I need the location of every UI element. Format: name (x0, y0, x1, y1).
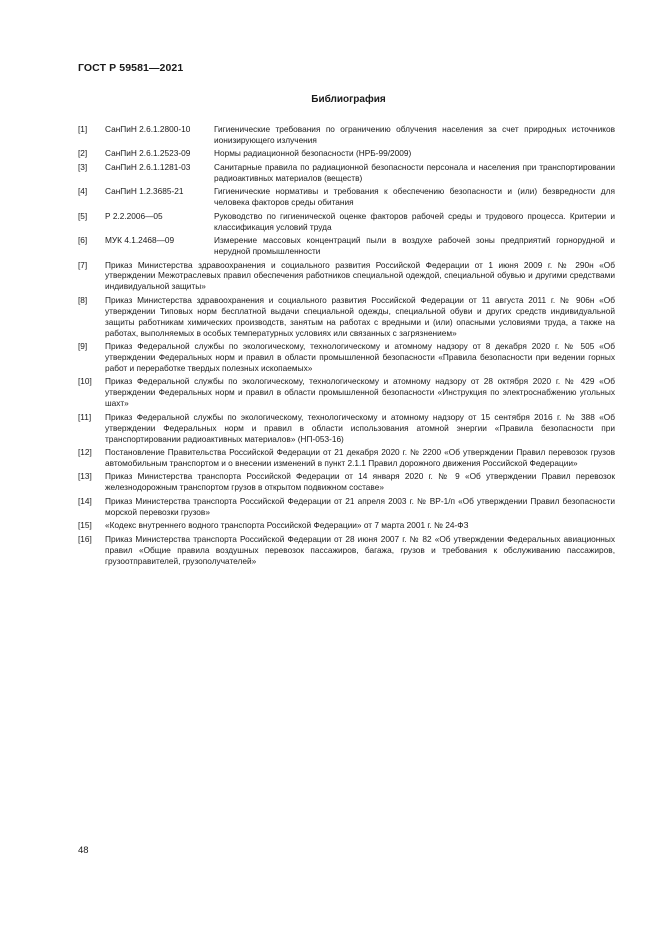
bibliography-entry (78, 412, 615, 445)
entry-text: Постановление Правительства Российской Федерации от 21 декабря 2020 г. № 2200 «Об утверждении Правил перевозок грузов автомобильным транспортом и о внесении изменений в пункт 2.1.1 Правил дорожного движения Российской Федерации» (105, 447, 615, 468)
page-number: 48 (78, 845, 89, 856)
bibliography-entry (78, 211, 615, 233)
bibliography-list (78, 124, 615, 569)
entry-code: СанПиН 2.6.1.2523-09 (105, 148, 191, 159)
entry-text: Приказ Министерства транспорта Российской Федерации от 14 января 2020 г. № 9 «Об утверждении Правил перевозок железнодорожным транспортом грузов в открытом подвижном составе» (105, 471, 615, 493)
entry-number: [14] (78, 495, 92, 506)
entry-code: СанПиН 1.2.3685-21 (105, 186, 184, 197)
entry-text: Приказ Министерства здравоохранения и социального развития Российской Федерации от 1 июня 2009 г. № 290н «Об утверждении Межотраслевых правил обеспечения работников специальной одеждой, специальной обувью и другими средствами индивидуальной защиты» (105, 259, 615, 292)
entry-text: Гигиенические требования по ограничению облучения населения за счет природных источников ионизирующего излучения (214, 124, 615, 145)
bibliography-entry (78, 295, 615, 339)
bibliography-entry (78, 186, 615, 208)
entry-number: [8] (78, 294, 88, 305)
bibliography-entry (78, 534, 615, 567)
bibliography-entry (78, 376, 615, 409)
entry-code: Р 2.2.2006—05 (105, 210, 163, 221)
entry-text: Руководство по гигиенической оценке факторов рабочей среды и трудового процесса. Критерии и классификация условий труда (214, 210, 615, 232)
entry-number: [4] (78, 186, 88, 197)
entry-number: [3] (78, 161, 88, 172)
entry-number: [10] (78, 376, 92, 387)
entry-text: Санитарные правила по радиационной безопасности персонала и населения при транспортировании радиоактивных материалов (веществ) (214, 161, 615, 183)
bibliography-entry (78, 260, 615, 293)
bibliography-entry (78, 496, 615, 518)
entry-text: Приказ Федеральной службы по экологическому, технологическому и атомному надзору от 28 октября 2020 г. № 429 «Об утверждении Федеральных норм и правил в области промышленной безопасности «Инструкция по электроснабжению угольных шахт» (105, 376, 615, 409)
entry-number: [6] (78, 235, 88, 246)
bibliography-entry (78, 520, 615, 531)
bibliography-entry (78, 471, 615, 493)
document-header: ГОСТ Р 59581—2021 (78, 62, 184, 74)
entry-number: [15] (78, 520, 92, 531)
bibliography-entry (78, 124, 615, 146)
entry-code: МУК 4.1.2468—09 (105, 235, 175, 246)
entry-number: [9] (78, 341, 88, 352)
bibliography-entry (78, 341, 615, 374)
bibliography-entry (78, 235, 615, 257)
entry-number: [12] (78, 447, 92, 457)
entry-code: СанПиН 2.6.1.2800-10 (105, 124, 191, 134)
entry-number: [11] (78, 411, 92, 422)
entry-number: [16] (78, 533, 92, 544)
entry-text: Гигиенические нормативы и требования к обеспечению безопасности и (или) безвредности для человека факторов среды обитания (214, 186, 615, 208)
entry-text: «Кодекс внутреннего водного транспорта Российской Федерации» от 7 марта 2001 г. № 24-ФЗ (105, 520, 469, 531)
entry-text: Измерение массовых концентраций пыли в воздухе рабочей зоны предприятий горнорудной и нерудной промышленности (214, 235, 615, 257)
page-title: Библиография (311, 94, 386, 105)
entry-text: Приказ Федеральной службы по экологическому, технологическому и атомному надзору от 8 декабря 2020 г. № 505 «Об утверждении Федеральных норм и правил в области промышленной безопасности «Правила безопасности при ведении горных работ и переработке твердых полезных ископаемых» (105, 341, 615, 373)
entry-number: [7] (78, 259, 88, 270)
bibliography-entry (78, 447, 615, 469)
bibliography-entry (78, 148, 615, 159)
entry-text: Приказ Министерства здравоохранения и социального развития Российской Федерации от 11 августа 2011 г. № 906н «Об утверждении Типовых норм бесплатной выдачи специальной одежды, специальной обуви и других средств индивидуальной защиты работникам химических производств, занятым на работах с вредными и (или) опасными условиями труда, а также на работах, выполняемых в особых температурных условиях или связанных с загрязнением» (105, 294, 615, 338)
entry-text: Приказ Федеральной службы по экологическому, технологическому и атомному надзору от 15 сентября 2016 г. № 388 «Об утверждении Федеральных норм и правил в области использования атомной энергии «Правила безопасности при транспортировании радиоактивных материалов» (НП-053-16) (105, 411, 615, 444)
entry-number: [2] (78, 148, 88, 159)
entry-text: Приказ Министерства транспорта Российской Федерации от 21 апреля 2003 г. № ВР-1/п «Об утверждении Правил безопасности морской перевозки грузов» (105, 495, 615, 517)
entry-code: СанПиН 2.6.1.1281-03 (105, 161, 191, 172)
entry-text: Нормы радиационной безопасности (НРБ-99/2009) (214, 148, 412, 159)
entry-number: [13] (78, 471, 92, 482)
entry-number: [1] (78, 124, 88, 134)
entry-text: Приказ Министерства транспорта Российской Федерации от 28 июня 2007 г. № 82 «Об утверждении Федеральных авиационных правил «Общие правила воздушных перевозок пассажиров, багажа, грузов и требования к обслуживанию пассажиров, грузоотправителей, грузополучателей» (105, 533, 615, 566)
entry-number: [5] (78, 210, 88, 221)
bibliography-entry (78, 162, 615, 184)
